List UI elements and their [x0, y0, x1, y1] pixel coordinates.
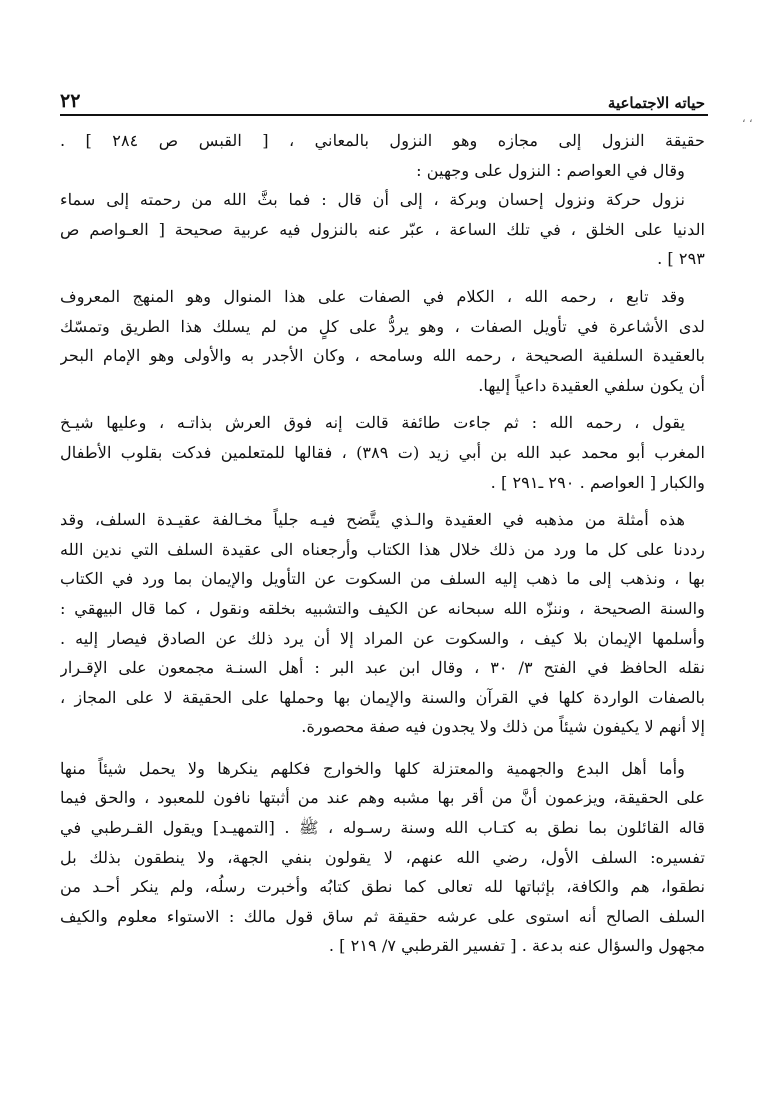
- text-line: قاله القائلون بما نطق به كتـاب الله وسنة رسـوله ، ﷺ . [التمهيـد] ويقول القـرطبي في: [60, 818, 705, 838]
- text-line: إلا أنهم لا يكيفون شيئاً من ذلك ولا يجدون فيه صفة محصورة.: [301, 717, 705, 737]
- text-line: مجهول والسؤال عنه بدعة . [ تفسير القرطبي ٧/ ٢١٩ ] .: [328, 936, 705, 956]
- paragraph-gap: [60, 742, 705, 754]
- text-line: السلف الصالح أنه استوى على عرشه حقيقة ثم ساق قول مالك : الاستواء معلوم والكيف: [60, 906, 705, 926]
- text-line: هذه أمثلة من مذهبه في العقيدة والـذي يتَّضح فيـه جلياً مخـالفة عقيـدة السلف، وقد: [60, 510, 685, 530]
- text-line: والسنة الصحيحة ، وننزّه الله سبحانه عن الكيف والتشبيه بخلقه ونقول ، كما قال البيهقي :: [60, 598, 705, 618]
- text-line: وأسلمها الإيمان بلا كيف ، والسكوت عن المراد إلا أن يرد ذلك عن الصادق فيصار إليه .: [60, 628, 705, 648]
- text-line: وقد تابع ، رحمه الله ، الكلام في الصفات على هذا المنوال وهو المنهج المعروف: [60, 286, 685, 306]
- text-line: رددنا على كل ما ورد من ذلك خلال هذا الكتاب وأرجعناه الى عقيدة السلف التي ندين الله: [60, 539, 705, 559]
- text-line: الدنيا على الخلق ، في تلك الساعة ، عبّر عنه بالنزول فيه عربية صحيحة [ العـواصم ص: [60, 219, 705, 239]
- page-header: [60, 86, 705, 112]
- text-line: نطقوا، هم والكافة، بإثباتها لله تعالى كما نطق كتابُه وأخبرت رسلُه، ولم ينكر أحـد من: [60, 877, 705, 897]
- header-rule: [60, 114, 708, 116]
- paragraph-4: [60, 505, 705, 742]
- body-text: [60, 126, 705, 961]
- text-line: بالعقيدة السلفية الصحيحة ، رحمه الله وسامحه ، وكان الأجدر به والأولى وهو الإمام البحر: [60, 346, 705, 366]
- paragraph-gap: [60, 400, 705, 408]
- text-line: بالصفات الواردة كلها في القرآن والسنة والإيمان بها وحملها على الحقيقة لا على المجاز ،: [60, 687, 705, 707]
- text-line: تفسيره: السلف الأول، رضي الله عنهم، لا يقولون بنفي الجهة، ولا ينطقون بذلك بل: [60, 847, 705, 867]
- text-line: نقله الحافظ في الفتح ٣/ ٣٠ ، وقال ابن عبد البر : أهل السنـة مجمعون على الإقـرار: [60, 658, 705, 678]
- text-line: أن يكون سلفي العقيدة داعياً إليها.: [478, 375, 705, 395]
- paragraph-gap: [60, 497, 705, 505]
- text-line: بها ، ونذهب إلى ما ذهب إليه السلف من السكوت عن التأويل والإيمان بما ورد في الكتاب: [60, 569, 705, 589]
- page-number: ٢٢: [60, 90, 81, 112]
- paragraph-1: [60, 126, 705, 274]
- paragraph-2: [60, 282, 705, 400]
- text-line: على الحقيقة، ويزعمون أنَّ من أقر بها مشبه وهم عند من أثبتها نافون للمعبود ، والحق فيما: [60, 788, 705, 808]
- text-line: نزول حركة ونزول إحسان وبركة ، إلى أن قال : فما بثَّ الله من رحمته إلى سماء: [60, 190, 685, 210]
- text-line: ٢٩٣ ] .: [657, 249, 705, 269]
- text-line: يقول ، رحمه الله : ثم جاءت طائفة قالت إنه فوق العرش بذاتـه ، وعليها شيـخ: [60, 413, 685, 433]
- text-line: وقال في العواصم : النزول على وجهين :: [416, 160, 685, 180]
- text-line: والكبار [ العواصم . ٢٩٠ ـ٢٩١ ] .: [490, 472, 705, 492]
- paragraph-3: [60, 408, 705, 497]
- text-line: وأما أهل البدع والجهمية والمعتزلة كلها والخوارج فكلهم ينكرها ولا يحمل شيئاً منها: [60, 758, 685, 778]
- text-line: لدى الأشاعرة في تأويل الصفات ، وهو يردُّ على كلٍ من لم يسلك هذا الطريق وتمسّك: [60, 316, 705, 336]
- running-title: حياته الاجتماعية: [607, 94, 705, 112]
- paragraph-gap: [60, 274, 705, 282]
- text-line: المغرب أبو محمد عبد الله بن أبي زيد (ت ٣٨٩) ، فقالها للمتعلمين فدكت بقلوب الأطفال: [60, 442, 705, 462]
- paragraph-5: [60, 754, 705, 961]
- text-line: حقيقة النزول إلى مجازه وهو النزول بالمعاني ، [ القبس ص ٢٨٤ ] .: [60, 131, 705, 150]
- margin-mark: ، ،: [742, 112, 753, 125]
